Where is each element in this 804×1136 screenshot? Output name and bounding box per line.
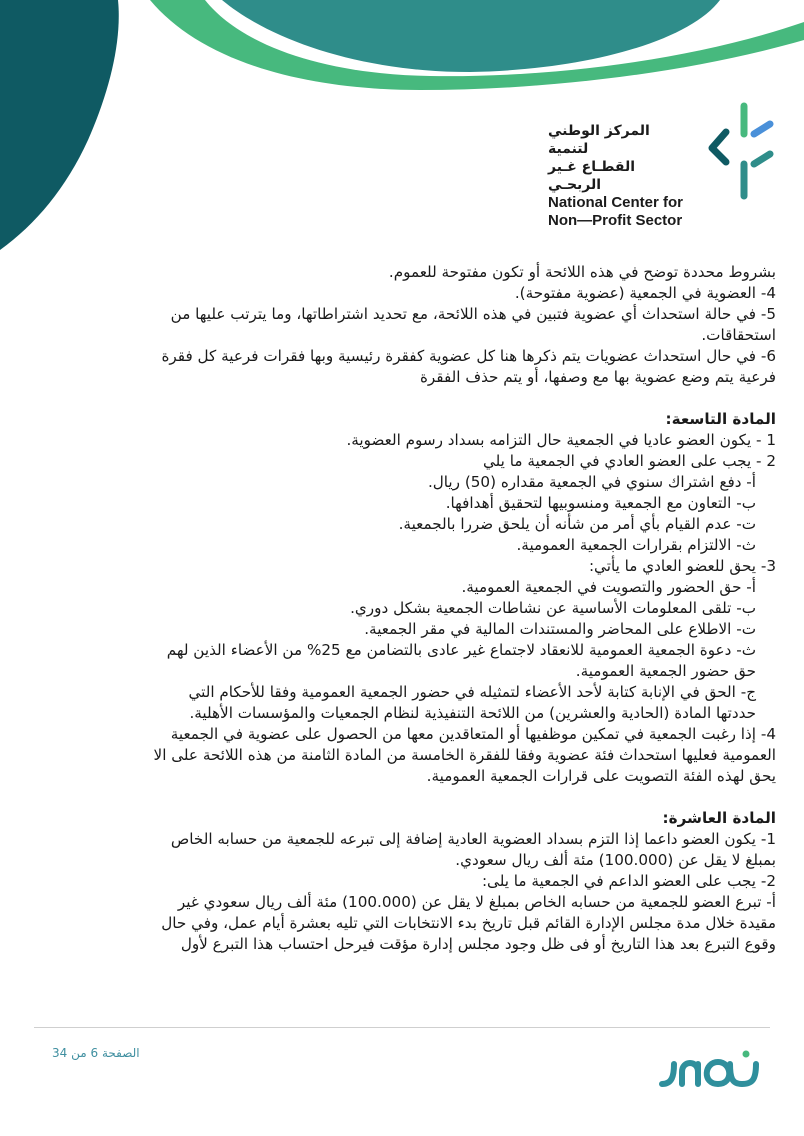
article-9-item-3e-line2: حددتها المادة (الحادية والعشرين) من اللائحة التنفيذية لنظام الجمعيات والمؤسسات الأهلية. xyxy=(189,704,756,722)
dark-teal-corner-shape xyxy=(0,0,119,250)
article-10-heading: المادة العاشرة: xyxy=(662,809,776,827)
logo-arabic-line2: القطـاع غـير الربحـي xyxy=(548,159,636,193)
page-number: الصفحة 6 من 34 xyxy=(52,1046,140,1060)
article-9-item-4-line1: 4- إذا رغبت الجمعية في تمكين موظفيها أو المتعاقدين معها من الحصول على عضوية في الجمعية xyxy=(170,725,776,743)
article-9-heading: المادة التاسعة: xyxy=(665,410,776,428)
article-9-item-2c: ت- عدم القيام بأي أمر من شأنه أن يلحق ضررا بالجمعية. xyxy=(398,515,756,533)
paragraph-line: بشروط محددة توضح في هذه اللائحة أو تكون مفتوحة للعموم. xyxy=(388,263,776,281)
footer-divider xyxy=(34,1027,770,1028)
document-body xyxy=(36,262,776,955)
membership-item-4: 4- العضوية في الجمعية (عضوية مفتوحة). xyxy=(514,284,776,302)
article-9-item-2b: ب- التعاون مع الجمعية ومنسوبيها لتحقيق أهدافها. xyxy=(445,494,756,512)
logo-mark-icon xyxy=(704,102,774,202)
membership-item-5-line2: استحقاقات. xyxy=(701,326,776,344)
article-9-item-3c: ت- الاطلاع على المحاضر والمستندات المالية في مقر الجمعية. xyxy=(364,620,756,638)
article-9-item-3d-line1: ث- دعوة الجمعية العمومية للانعقاد لاجتماع غير عادى بالتضامن مع 25% من الأعضاء الذين لهم xyxy=(166,641,756,659)
footer-brand-logo-icon xyxy=(658,1050,764,1090)
article-9-item-2a: أ- دفع اشتراك سنوي في الجمعية مقداره (50) ريال. xyxy=(427,473,756,491)
article-9-item-3d-line2: حق حضور الجمعية العمومية. xyxy=(575,662,756,680)
membership-item-6-line2: فرعية يتم وضع عضوية بها مع وصفها، أو يتم حذف الفقرة xyxy=(419,368,776,386)
article-10-item-2a-line2: مقيدة خلال مدة مجلس الإدارة القائم قبل تاريخ بدء الانتخابات التي تليه بعشرة أيام عمل، وفي حال xyxy=(161,914,776,932)
logo-english-line1: National Center for xyxy=(548,194,684,211)
membership-item-5-line1: 5- في حالة استحداث أي عضوية فتبين في هذه اللائحة، مع تحديد اشتراطاتها، وما يترتب عليها من xyxy=(170,305,776,323)
organization-logo xyxy=(548,102,778,229)
article-9-item-3b: ب- تلقى المعلومات الأساسية عن نشاطات الجمعية بشكل دوري. xyxy=(350,599,756,617)
article-10-item-1-line2: بمبلغ لا يقل عن (100.000) مئة ألف ريال سعودي. xyxy=(455,851,776,869)
logo-text-block xyxy=(548,122,688,230)
article-10-item-2: 2- يجب على العضو الداعم في الجمعية ما يلى: xyxy=(481,872,776,890)
article-9-item-4-line3: يحق لهذه الفئة التصويت على قرارات الجمعية العمومية. xyxy=(426,767,776,785)
article-9-item-2d: ث- الالتزام بقرارات الجمعية العمومية. xyxy=(516,536,756,554)
article-9-item-3a: أ- حق الحضور والتصويت في الجمعية العمومية. xyxy=(461,578,756,596)
article-10-item-2a-line1: أ- تبرع العضو للجمعية من حسابه الخاص بمبلغ لا يقل عن (100.000) مئة ألف ريال سعودي غير xyxy=(177,893,776,911)
article-9-item-3e-line1: ج- الحق في الإنابة كتابة لأحد الأعضاء لتمثيله في حضور الجمعية العمومية وفقا للأحكام التي xyxy=(188,683,756,701)
article-9-item-4-line2: العمومية فعليها استحداث فئة عضوية وفقا للفقرة الخامسة من المادة الثامنة من هذه اللائحة على الا xyxy=(153,746,776,764)
article-9-item-3: 3- يحق للعضو العادي ما يأتي: xyxy=(588,557,776,575)
article-10-item-2a-line3: وقوع التبرع بعد هذا التاريخ أو فى ظل وجود مجلس إدارة مؤقت فيرحل احتساب هذا التبرع لأول xyxy=(180,935,776,953)
article-10-item-1-line1: 1- يكون العضو داعما إذا التزم بسداد العضوية العادية إضافة إلى تبرعه للجمعية من حسابه الخاص xyxy=(170,830,776,848)
article-9-item-1: 1 - يكون العضو عاديا في الجمعية حال التزامه بسداد رسوم العضوية. xyxy=(346,431,776,449)
article-9-item-2: 2 - يجب على العضو العادي في الجمعية ما يلي xyxy=(482,452,776,470)
logo-arabic-line1: المركز الوطني لتنمية xyxy=(548,123,650,157)
logo-english-line2: Non—Profit Sector xyxy=(548,212,683,229)
membership-item-6-line1: 6- في حال استحداث عضويات يتم ذكرها هنا كل عضوية كفقرة رئيسية وبها فقرات فرعية كل فقرة xyxy=(161,347,776,365)
